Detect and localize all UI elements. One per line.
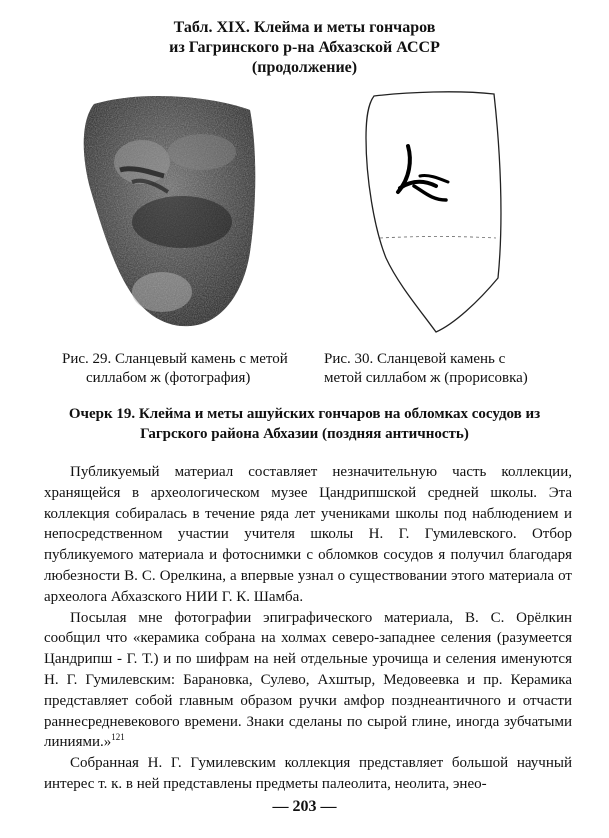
table-title — [0, 18, 609, 78]
figure-29-caption — [62, 350, 312, 388]
body-text — [44, 462, 572, 795]
title-line-1: Табл. XIX. Клейма и меты гончаров — [173, 19, 436, 36]
title-line-2: из Гагринского р-на Абхазской АССР — [169, 39, 440, 56]
paragraph-text: Посылая мне фотографии эпиграфического материала, В. С. Орёлкин сообщил что «керамика собрана на холмах северо-западнее селения (разумеется Цандрипш - Г. Т.) и по шифрам на ней отдельные урочища и селения именуются Н. Г. Гумилевским: Барановка, Сулево, Ахштыр, Медовеевка и пр. Керамика представляет собой главным образом ручки амфор позднеантичного и отчасти раннесредневекового времени. Знаки сделаны по сырой глине, иногда зубчатыми линиями.» — [44, 609, 572, 751]
section-heading-line-1: Очерк 19. Клейма и меты ашуйских гончаров на обломках сосудов из — [68, 406, 541, 422]
paragraph: Публикуемый материал составляет незначительную часть коллекции, хранящейся в археологическом музее Цандрипшской средней школы. Эта коллекция собиралась в течение ряда лет учениками школы под наблюдением и непосредственном участии учителя школы Н. Г. Гумилевского. Отбор публикуемого материала и фотоснимки с обломков сосудов я получил благодаря любезности В. С. Орелкина, а впервые узнал о существовании этого материала от археолога Абхазского НИИ Г. К. Шамба. — [44, 464, 572, 605]
paragraph: Собранная Н. Г. Гумилевским коллекция представляет большой научный интерес т. к. в ней представлены предметы палеолита, неолита, энео- — [44, 755, 572, 792]
paragraph — [44, 608, 572, 754]
section-heading-line-2: Гагрского района Абхазии (поздняя античность) — [140, 426, 469, 442]
figure-29-caption-line-2: силлабом ж (фотография) — [86, 370, 251, 386]
figure-30-drawing — [358, 88, 510, 336]
page-number: — 203 — — [272, 798, 337, 815]
figure-29-caption-line-1: Рис. 29. Сланцевый камень с метой — [62, 351, 288, 367]
figure-30-caption — [324, 350, 584, 388]
figure-30-caption-line-2: метой силлабом ж (прорисовка) — [324, 370, 528, 386]
title-line-3: (продолжение) — [251, 59, 358, 76]
section-heading — [0, 404, 609, 444]
footnote-reference: 121 — [111, 732, 125, 743]
figure-29-photo — [72, 92, 260, 330]
figure-30-caption-line-1: Рис. 30. Сланцевой камень с — [324, 351, 506, 367]
